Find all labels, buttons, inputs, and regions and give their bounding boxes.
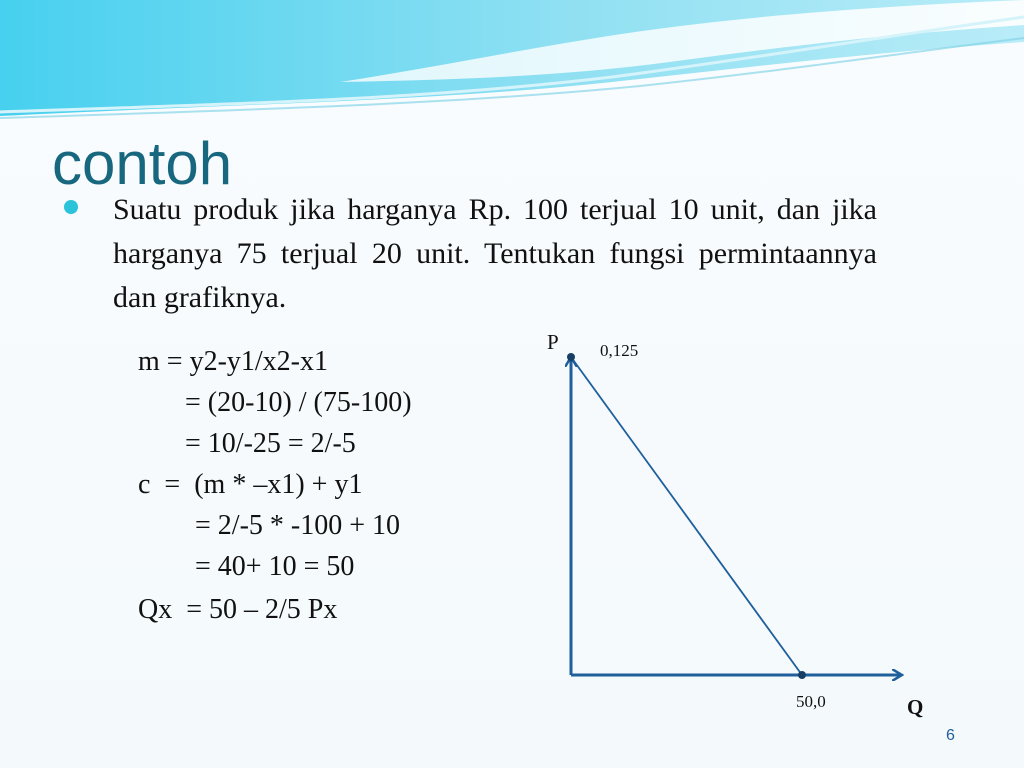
intercept-result-line: = 40+ 10 = 50: [195, 551, 355, 582]
y-axis-label: P: [547, 330, 559, 354]
bottom-point-label: 50,0: [796, 692, 826, 711]
slope-result-line: = 10/-25 = 2/-5: [185, 428, 356, 459]
intercept-formula-line: c = (m * –x1) + y1: [138, 469, 363, 500]
header-wave-decoration: [0, 0, 1024, 130]
demand-function-line: Qx = 50 – 2/5 Px: [138, 594, 338, 625]
bullet-dot: [64, 200, 78, 214]
slide-page-number: 6: [946, 727, 955, 744]
slope-substitution-line: = (20-10) / (75-100): [185, 387, 412, 418]
top-point-marker: [567, 353, 575, 361]
intercept-substitution-line: = 2/-5 * -100 + 10: [195, 510, 401, 541]
slope-formula-line: m = y2-y1/x2-x1: [138, 346, 328, 377]
demand-graph: [520, 320, 980, 730]
problem-statement: Suatu produk jika harganya Rp. 100 terjual 10 unit, dan jika harganya 75 terjual 20 unit. Tentukan fungsi permintaannya dan grafiknya.: [113, 193, 877, 314]
top-point-label: 0,125: [600, 341, 639, 360]
x-axis-label: Q: [907, 695, 924, 719]
slide-title: contoh: [52, 130, 233, 197]
demand-line: [571, 357, 802, 675]
bottom-point-marker: [798, 671, 806, 679]
